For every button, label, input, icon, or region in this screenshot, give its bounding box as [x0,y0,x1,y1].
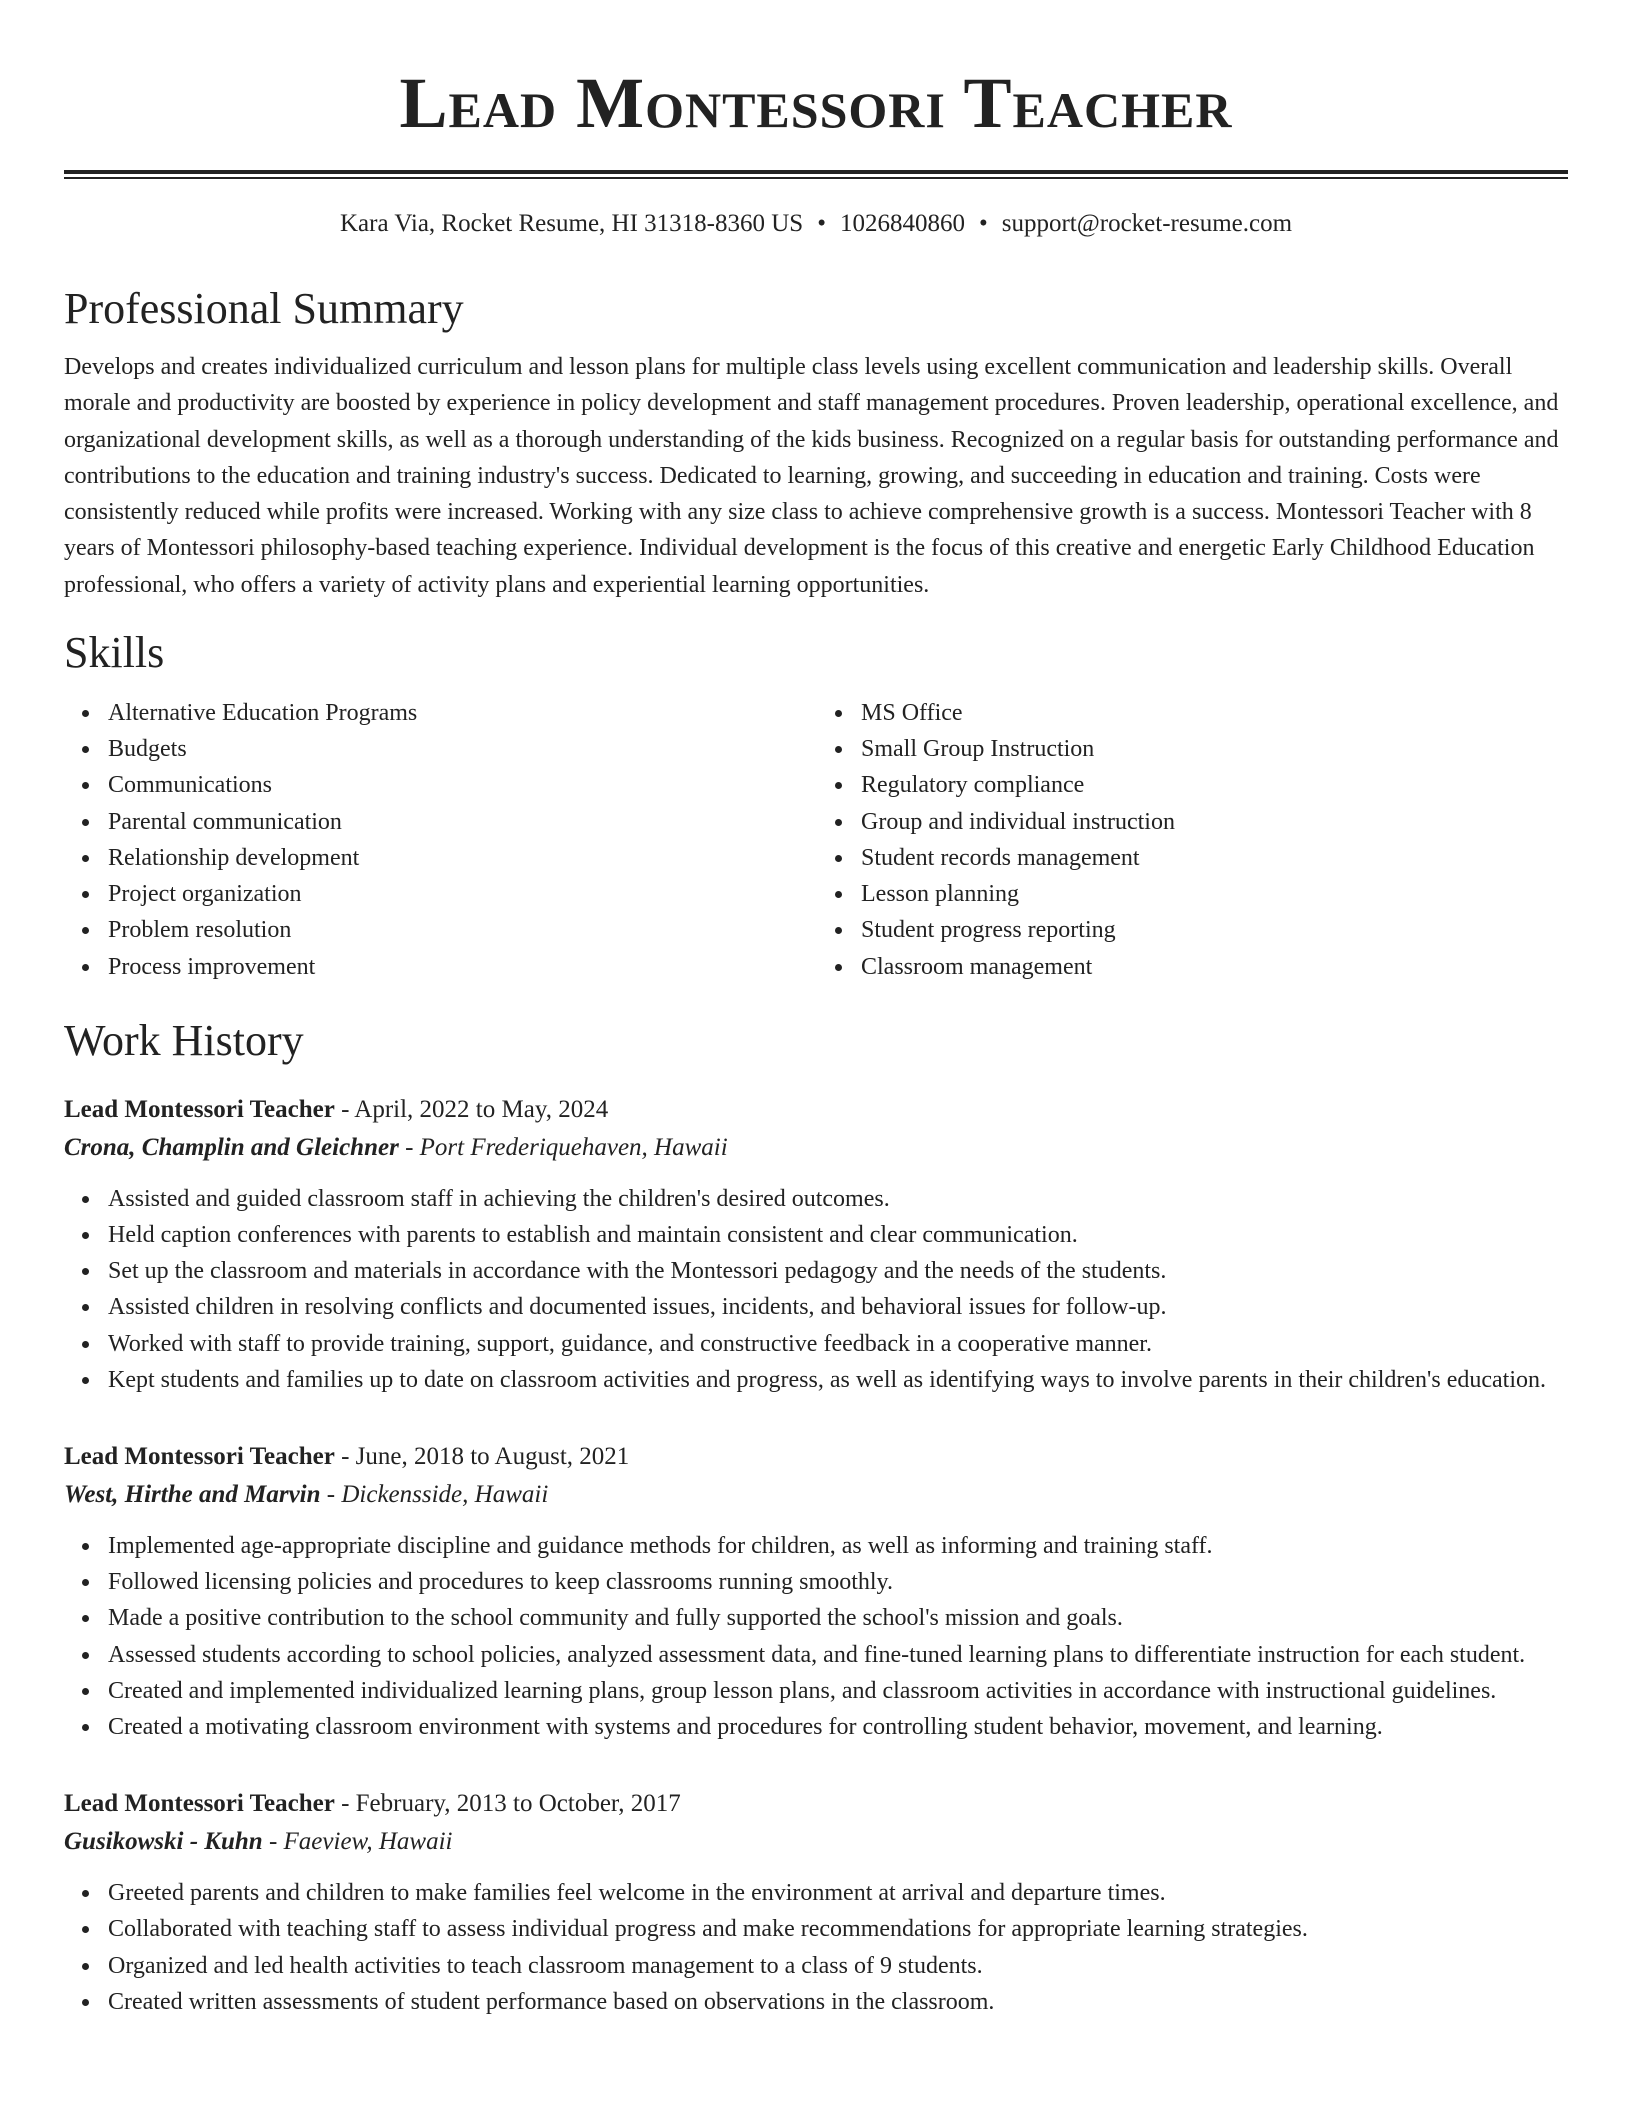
bullet-icon [82,1304,89,1311]
title-divider-thin [64,177,1568,179]
responsibility-text: Organized and led health activities to teach classroom management to a class of 9 students. [108,1952,983,1979]
list-item [108,1709,1568,1745]
bullet-icon [835,855,842,862]
skill-item [861,767,1568,803]
skill-label: Student records management [861,844,1140,871]
list-item [108,1948,1568,1984]
skill-label: Project organization [108,881,302,908]
responsibility-text: Assisted and guided classroom staff in achieving the children's desired outcomes. [108,1185,890,1212]
list-item [108,1673,1568,1709]
skill-label: Classroom management [861,953,1093,980]
responsibility-text: Greeted parents and children to make families feel welcome in the environment at arrival and departure times. [108,1880,1166,1907]
job-entry [64,1785,1568,2020]
skills-columns [64,695,1568,985]
title-divider-thick [64,170,1568,174]
job-company-line [64,1823,1568,1861]
contact-address: Kara Via, Rocket Resume, HI 31318-8360 US [339,210,804,237]
contact-phone: 1026840860 [839,210,965,237]
job-company: West, Hirthe and Marvin [64,1480,321,1508]
job-location: - Port Frederiquehaven, Hawaii [405,1133,728,1161]
skill-label: Lesson planning [861,881,1019,908]
job-company-line [64,1476,1568,1514]
contact-separator: • [978,210,988,237]
bullet-icon [82,819,89,826]
resume-content [64,0,1568,2020]
skill-item [861,912,1568,948]
bullet-icon [82,1999,89,2006]
bullet-icon [82,855,89,862]
bullet-icon [82,1688,89,1695]
skill-label: Problem resolution [108,917,292,944]
skill-item [861,840,1568,876]
bullet-icon [82,782,89,789]
summary-heading: Professional Summary [64,284,464,333]
job-company: Crona, Champlin and Gleichner [64,1133,399,1161]
job-dates: - June, 2018 to August, 2021 [341,1442,630,1470]
bullet-icon [82,1268,89,1275]
skill-label: Communications [108,772,272,799]
skill-label: MS Office [861,700,963,727]
skill-item [861,804,1568,840]
bullet-icon [82,1232,89,1239]
skill-item [861,695,1568,731]
skill-item [108,876,815,912]
skill-label: Alternative Education Programs [108,700,418,727]
job-responsibilities [64,1181,1568,1398]
bullet-icon [82,1543,89,1550]
contact-email: support@rocket-resume.com [1001,210,1293,237]
list-item [108,1637,1568,1673]
skill-item [861,876,1568,912]
job-location: - Dickensside, Hawaii [326,1480,549,1508]
skills-list-left [64,695,815,985]
bullet-icon [835,891,842,898]
bullet-icon [82,1579,89,1586]
bullet-icon [835,710,842,717]
job-dates: - April, 2022 to May, 2024 [341,1095,609,1123]
bullet-icon [82,1341,89,1348]
list-item [108,1289,1568,1325]
skills-heading: Skills [64,628,165,678]
bullet-icon [82,746,89,753]
bullet-icon [82,1377,89,1384]
bullet-icon [82,710,89,717]
page-title: Lead Montessori Teacher [399,63,1233,143]
responsibility-text: Assessed students according to school policies, analyzed assessment data, and fine-tuned learning plans to differentiate instruction for each student. [108,1641,1526,1668]
skill-item [861,731,1568,767]
skill-label: Parental communication [108,808,342,835]
job-responsibilities [64,1528,1568,1745]
bullet-icon [82,1724,89,1731]
list-item [108,1911,1568,1947]
responsibility-text: Assisted children in resolving conflicts and documented issues, incidents, and behavioral issues for follow-up. [108,1294,1167,1321]
responsibility-text: Created a motivating classroom environment with systems and procedures for controlling student behavior, movement, and learning. [108,1713,1383,1740]
skill-label: Regulatory compliance [861,772,1085,799]
job-title-line [64,1785,1568,1823]
job-responsibilities [64,1875,1568,2020]
bullet-icon [835,782,842,789]
list-item [108,1600,1568,1636]
summary-text: Develops and creates individualized curriculum and lesson plans for multiple class levels using excellent communication and leadership skills. Overall morale and productivity are boosted by experience in policy development and staff management procedures. Proven leadership, operational excellence, and organizational development skills, as well as a thorough understanding of the kids business. Recognized on a regular basis for outstanding performance and contributions to the education and training industry's success. Dedicated to learning, growing, and succeeding in education and training. Costs were consistently reduced while profits were increased. Working with any size class to achieve comprehensive growth is a success. Montessori Teacher with 8 years of Montessori philosophy-based teaching experience. Individual development is the focus of this creative and energetic Early Childhood Education professional, who offers a variety of activity plans and experiential learning opportunities. [64,354,1559,598]
bullet-icon [82,1652,89,1659]
skill-item [108,804,815,840]
bullet-icon [835,819,842,826]
job-title-line [64,1438,1568,1476]
job-dates: - February, 2013 to October, 2017 [341,1790,681,1818]
job-title-line [64,1091,1568,1129]
bullet-icon [835,927,842,934]
responsibility-text: Created and implemented individualized learning plans, group lesson plans, and classroom activities in accordance with instructional guidelines. [108,1677,1497,1704]
bullet-icon [835,964,842,971]
skill-item [108,840,815,876]
bullet-icon [82,927,89,934]
list-item [108,1564,1568,1600]
bullet-icon [82,964,89,971]
skill-item [108,912,815,948]
job-company-line [64,1129,1568,1167]
list-item [108,1875,1568,1911]
contact-line [64,207,1568,241]
job-entry [64,1091,1568,1398]
skill-label: Relationship development [108,844,360,871]
bullet-icon [835,746,842,753]
bullet-icon [82,1926,89,1933]
skill-label: Budgets [108,736,187,763]
list-item [108,1253,1568,1289]
responsibility-text: Kept students and families up to date on classroom activities and progress, as well as identifying ways to involve parents in their children's education. [108,1366,1546,1393]
responsibility-text: Held caption conferences with parents to establish and maintain consistent and clear communication. [108,1221,1078,1248]
bullet-icon [82,1196,89,1203]
job-company: Gusikowski - Kuhn [64,1828,263,1856]
bullet-icon [82,1615,89,1622]
list-item [108,1217,1568,1253]
list-item [108,1181,1568,1217]
bullet-icon [82,891,89,898]
contact-separator: • [817,210,826,237]
responsibility-text: Worked with staff to provide training, support, guidance, and constructive feedback in a cooperative manner. [108,1330,1152,1357]
skill-label: Process improvement [108,953,316,980]
bullet-icon [82,1963,89,1970]
responsibility-text: Implemented age-appropriate discipline and guidance methods for children, as well as informing and training staff. [108,1532,1213,1559]
work-history-heading: Work History [64,1015,304,1065]
responsibility-text: Followed licensing policies and procedures to keep classrooms running smoothly. [108,1569,893,1596]
responsibility-text: Set up the classroom and materials in accordance with the Montessori pedagogy and the needs of the students. [108,1258,1167,1285]
responsibility-text: Created written assessments of student performance based on observations in the classroom. [108,1988,995,2015]
skill-item [108,949,815,985]
list-item [108,1326,1568,1362]
skill-item [108,767,815,803]
job-title: Lead Montessori Teacher [64,1790,335,1818]
list-item [108,1362,1568,1398]
responsibility-text: Collaborated with teaching staff to assess individual progress and make recommendations for appropriate learning strategies. [108,1916,1308,1943]
job-entry [64,1438,1568,1745]
skill-item [108,695,815,731]
list-item [108,1984,1568,2020]
skill-label: Student progress reporting [861,917,1116,944]
skill-label: Group and individual instruction [861,808,1175,835]
bullet-icon [82,1890,89,1897]
job-title: Lead Montessori Teacher [64,1442,335,1470]
job-location: - Faeview, Hawaii [268,1828,453,1856]
skill-item [108,731,815,767]
skill-label: Small Group Instruction [861,736,1095,763]
list-item [108,1528,1568,1564]
skills-list-right [815,695,1568,985]
job-title: Lead Montessori Teacher [64,1095,335,1123]
responsibility-text: Made a positive contribution to the school community and fully supported the school's mission and goals. [108,1605,1123,1632]
skill-item [861,949,1568,985]
